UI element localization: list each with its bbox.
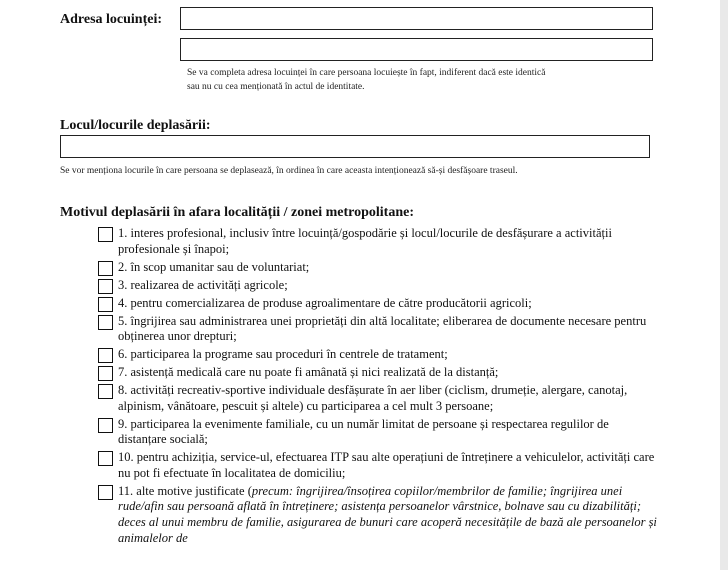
reason-4-text: 4. pentru comercializarea de produse agroalimentare de către producătorii agricoli;	[118, 295, 532, 310]
address-field-line-1[interactable]	[180, 7, 653, 30]
reason-11-examples: precum: îngrijirea/însoțirea copiilor/membrilor de familie; îngrijirea unei rude/afin sau persoană aflată în întreținere; asistența persoanelor vârstnice, bolnave sau cu dizabilități; deces al unui membru de familie, asigurarea de bunuri care acoperă necesitățile de bază ale persoanelor și animalelor de	[118, 483, 657, 545]
reason-8-checkbox[interactable]	[98, 384, 113, 399]
reason-item-2	[98, 260, 658, 276]
address-field-line-2[interactable]	[180, 38, 653, 61]
reason-3-text: 3. realizarea de activități agricole;	[118, 277, 288, 292]
reason-item-3	[98, 278, 658, 294]
reason-11-checkbox[interactable]	[98, 485, 113, 500]
reason-2-checkbox[interactable]	[98, 261, 113, 276]
reason-item-6	[98, 347, 658, 363]
travel-locations-field[interactable]	[60, 135, 650, 158]
travel-locations-note: Se vor menționa locurile în care persoana se deplasează, în ordinea în care aceasta intenționează să-și desfășoare traseul.	[60, 166, 518, 176]
reason-8-text: 8. activități recreativ-sportive individuale desfășurate în aer liber (ciclism, drumeție, alergare, canotaj, alpinism, vânătoare, pescuit și altele) cu participarea a cel mult 3 persoane;	[118, 383, 628, 413]
reason-3-checkbox[interactable]	[98, 279, 113, 294]
reason-item-4	[98, 296, 658, 312]
reason-9-text: 9. participarea la evenimente familiale, cu un număr limitat de persoane și respectarea regulilor de distanțare socială;	[118, 416, 609, 447]
reason-7-text: 7. asistență medicală care nu poate fi amânată și nici realizată de la distanță;	[118, 365, 499, 380]
travel-locations-label: Locul/locurile deplasării:	[60, 118, 211, 133]
reason-11-prefix: 11. alte motive justificate (	[118, 483, 252, 498]
reason-2-text: 2. în scop umanitar sau de voluntariat;	[118, 259, 310, 274]
reason-7-checkbox[interactable]	[98, 366, 113, 381]
reason-item-10	[98, 450, 658, 481]
reason-item-5	[98, 314, 658, 345]
reason-5-checkbox[interactable]	[98, 315, 113, 330]
reason-6-checkbox[interactable]	[98, 348, 113, 363]
reason-item-9	[98, 417, 658, 448]
reason-item-1	[98, 226, 658, 257]
page-edge-shadow	[720, 0, 728, 570]
reason-6-text: 6. participarea la programe sau proceduri în centrele de tratament;	[118, 347, 448, 362]
address-label: Adresa locuinței:	[60, 12, 163, 27]
reason-9-checkbox[interactable]	[98, 418, 113, 433]
reasons-heading: Motivul deplasării în afara localității / zonei metropolitane:	[60, 205, 414, 220]
reason-4-checkbox[interactable]	[98, 297, 113, 312]
reason-10-checkbox[interactable]	[98, 451, 113, 466]
reason-item-7	[98, 365, 658, 381]
address-note-line-2: sau nu cu cea menționată în actul de identitate.	[187, 82, 365, 92]
reasons-list	[98, 226, 658, 549]
reason-1-checkbox[interactable]	[98, 227, 113, 242]
reason-1-text: 1. interes profesional, inclusiv între locuință/gospodărie și locul/locurile de desfășurare a activității profesionale și înapoi;	[118, 226, 612, 256]
reason-10-text: 10. pentru achiziția, service-ul, efectuarea ITP sau alte operațiuni de întreținere a vehiculelor, activități care nu pot fi efectuate în localitatea de domiciliu;	[118, 450, 655, 480]
address-note-line-1: Se va completa adresa locuinței în care persoana locuiește în fapt, indiferent dacă este identică	[187, 68, 546, 78]
reason-5-text: 5. îngrijirea sau administrarea unei proprietăți din altă localitate; eliberarea de documente necesare pentru obținerea unor drepturi;	[118, 313, 647, 344]
reason-item-8	[98, 383, 658, 414]
reason-item-11	[98, 484, 658, 546]
